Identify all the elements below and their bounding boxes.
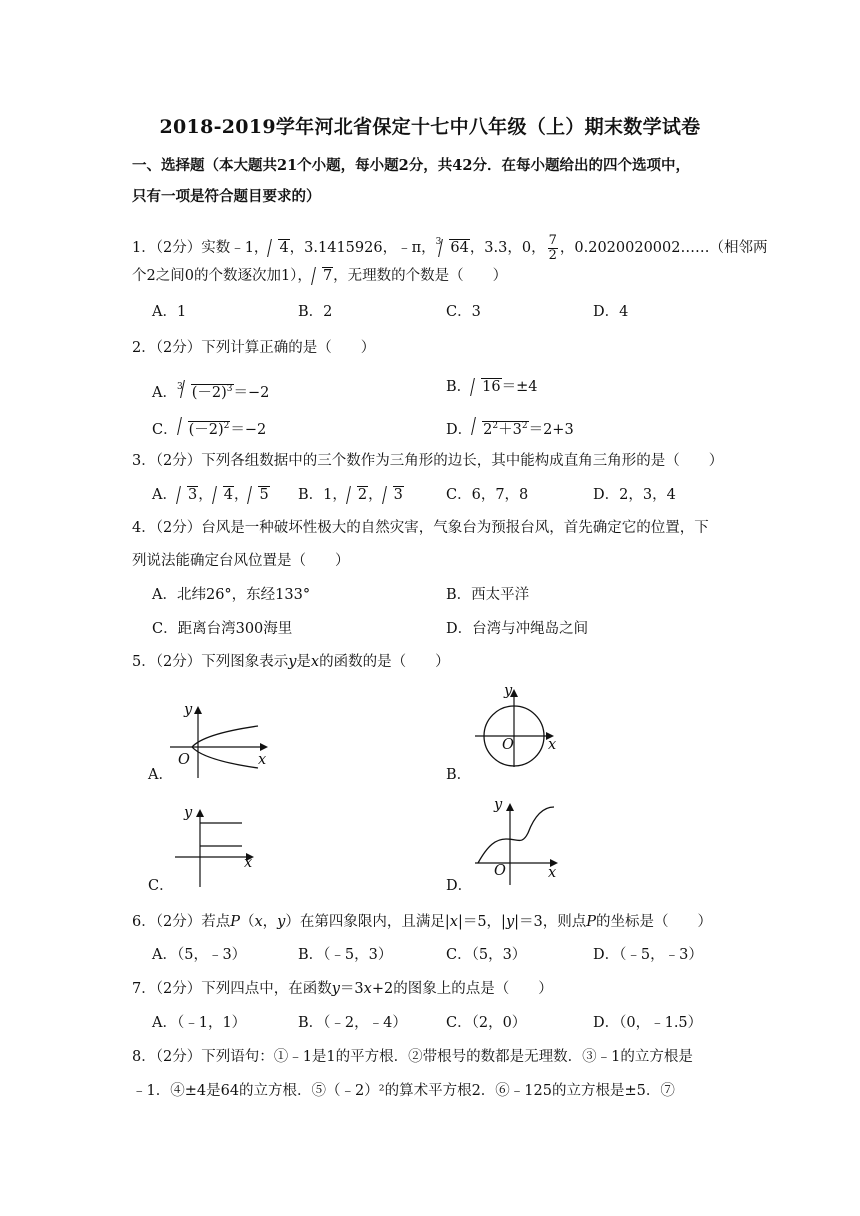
q1-stem-line2: 个2之间0的个数逐次加1）， 7，无理数的个数是（ ） bbox=[132, 268, 508, 284]
cbrt-symbol: $(-2)^3$ bbox=[182, 379, 234, 403]
q2-option-d[interactable]: D． $2^2+3^2=2+3$ bbox=[446, 416, 574, 440]
graph-c[interactable]: y x bbox=[170, 805, 270, 890]
q8-stem-line2: ﹣1．④±4是64的立方根．⑤（﹣2）²的算术平方根2．⑥﹣125的立方根是±5．⑦ bbox=[132, 1083, 675, 1099]
graph-c-label: C． bbox=[148, 878, 174, 894]
q4-option-d[interactable]: D．台湾与冲绳岛之间 bbox=[446, 621, 589, 637]
q4-option-a[interactable]: A．北纬26°，东经133° bbox=[152, 587, 311, 603]
q3-option-b[interactable]: B．1， 2， 3 bbox=[298, 487, 403, 503]
q2-option-a[interactable]: A．$^3$ $(-2)^3=-2$ bbox=[152, 377, 269, 403]
q4-stem-line2: 列说法能确定台风位置是（ ） bbox=[132, 553, 350, 569]
q7-option-a[interactable]: A．（﹣1，1） bbox=[152, 1015, 247, 1031]
q4-stem-line1: 4．（2分）台风是一种破坏性极大的自然灾害，气象台为预报台风，首先确定它的位置，下 bbox=[132, 520, 709, 536]
graph-d[interactable]: y O x bbox=[470, 795, 570, 885]
graph-d-label: D． bbox=[446, 878, 473, 894]
q6-stem: 6．（2分）若点P（x，y）在第四象限内，且满足|x|＝5，|y|＝3，则点P的坐标是（ ） bbox=[132, 914, 713, 930]
graph-a[interactable]: y O x bbox=[170, 700, 280, 780]
q7-option-c[interactable]: C．（2，0） bbox=[446, 1015, 527, 1031]
q1-option-a[interactable]: A．1 bbox=[152, 304, 187, 320]
q7-option-b[interactable]: B．（﹣2，﹣4） bbox=[298, 1015, 407, 1031]
sqrt-symbol: 7 bbox=[313, 266, 333, 286]
q6-option-c[interactable]: C．（5，3） bbox=[446, 947, 527, 963]
q5-stem: 5．（2分）下列图象表示y是x的函数的是（ ） bbox=[132, 654, 450, 670]
graph-b-label: B． bbox=[446, 767, 472, 783]
q2-option-c[interactable]: C． $(-2)^2=-2$ bbox=[152, 416, 266, 440]
graph-b[interactable]: y O x bbox=[470, 683, 570, 768]
q1-stem-line1: 1．（2分）实数﹣1， 4，3.1415926，﹣π，$^3$ 64，3.3，0， $\frac{7}{2}$ ，0.2020020002……（相邻两 bbox=[132, 232, 768, 263]
page-title: 2018-2019学年河北省保定十七中八年级（上）期末数学试卷 bbox=[159, 116, 701, 138]
q3-option-c[interactable]: C．6，7，8 bbox=[446, 487, 529, 503]
q1-option-c[interactable]: C．3 bbox=[446, 304, 481, 320]
q8-stem-line1: 8．（2分）下列语句：①﹣1是1的平方根．②带根号的数都是无理数．③﹣1的立方根是 bbox=[132, 1049, 693, 1065]
sqrt-symbol: $(-2)^2$ bbox=[179, 416, 231, 440]
q7-option-d[interactable]: D．（0，﹣1.5） bbox=[593, 1015, 703, 1031]
q1-text: 1．（2分）实数﹣1， bbox=[132, 240, 269, 256]
q6-option-b[interactable]: B．（﹣5，3） bbox=[298, 947, 393, 963]
sqrt-symbol: 16 bbox=[472, 377, 501, 397]
q6-option-d[interactable]: D．（﹣5，﹣3） bbox=[593, 947, 703, 963]
section-heading-line1: 一、选择题（本大题共21个小题，每小题2分，共42分．在每小题给出的四个选项中， bbox=[132, 157, 690, 174]
q2-option-b[interactable]: B． 16＝±4 bbox=[446, 379, 538, 395]
q1-option-b[interactable]: B．2 bbox=[298, 304, 333, 320]
q7-stem: 7．（2分）下列四点中，在函数y＝3x+2的图象上的点是（ ） bbox=[132, 981, 553, 997]
sqrt-symbol: $2^2+3^2$ bbox=[473, 416, 528, 440]
q3-stem: 3．（2分）下列各组数据中的三个数作为三角形的边长，其中能构成直角三角形的是（ ） bbox=[132, 453, 724, 469]
sqrt-symbol: 4 bbox=[269, 238, 289, 258]
q4-option-c[interactable]: C．距离台湾300海里 bbox=[152, 621, 293, 637]
graph-a-label: A． bbox=[148, 767, 173, 783]
section-heading-line2: 只有一项是符合题目要求的） bbox=[132, 188, 321, 205]
graph-b-svg bbox=[470, 683, 570, 768]
q3-option-d[interactable]: D．2，3，4 bbox=[593, 487, 676, 503]
q2-stem: 2．（2分）下列计算正确的是（ ） bbox=[132, 340, 376, 356]
cbrt-symbol: 64 bbox=[440, 238, 469, 258]
q1-option-d[interactable]: D．4 bbox=[593, 304, 629, 320]
fraction: $\frac{7}{2}$ bbox=[548, 232, 557, 263]
q6-option-a[interactable]: A．（5，﹣3） bbox=[152, 947, 247, 963]
q3-option-a[interactable]: A． 3， 4， 5 bbox=[152, 487, 269, 503]
q4-option-b[interactable]: B．西太平洋 bbox=[446, 587, 530, 603]
